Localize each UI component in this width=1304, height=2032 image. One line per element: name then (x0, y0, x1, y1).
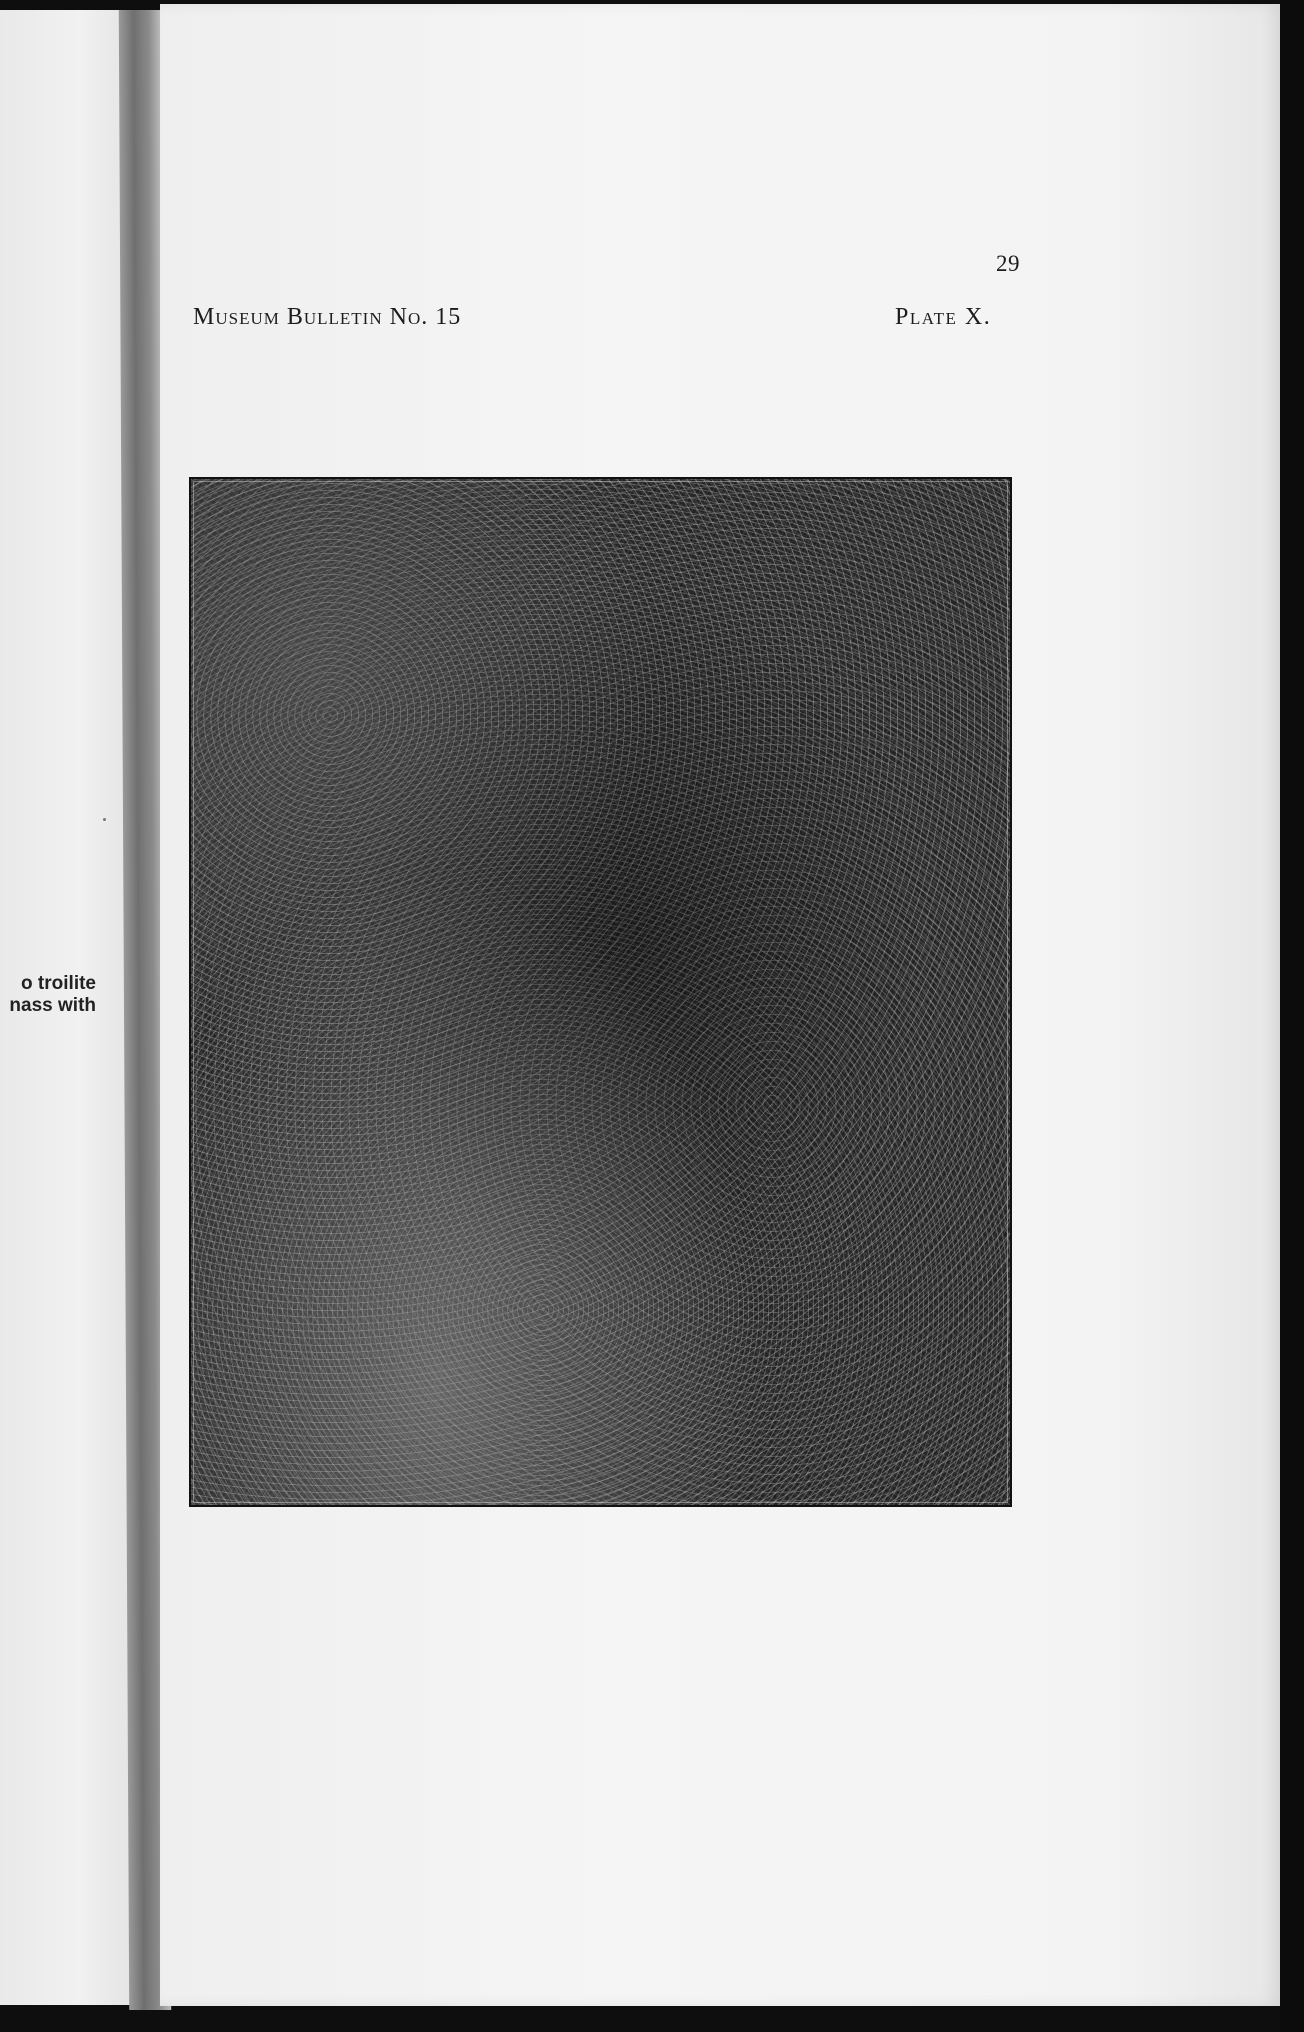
left-page-line-2: nass with (9, 995, 96, 1016)
plate-border (193, 481, 1008, 1503)
page-number: 29 (996, 251, 1020, 276)
left-page-line-1: o troilite (21, 973, 96, 994)
left-page-text-fragment (0, 973, 96, 1017)
running-head-title: Museum Bulletin No. 15 (193, 304, 462, 330)
plate-label: Plate X. (895, 304, 992, 330)
speck (103, 818, 106, 821)
left-facing-page (0, 10, 132, 2005)
scan-right-edge (1280, 0, 1304, 2032)
plate-photograph (189, 477, 1012, 1507)
